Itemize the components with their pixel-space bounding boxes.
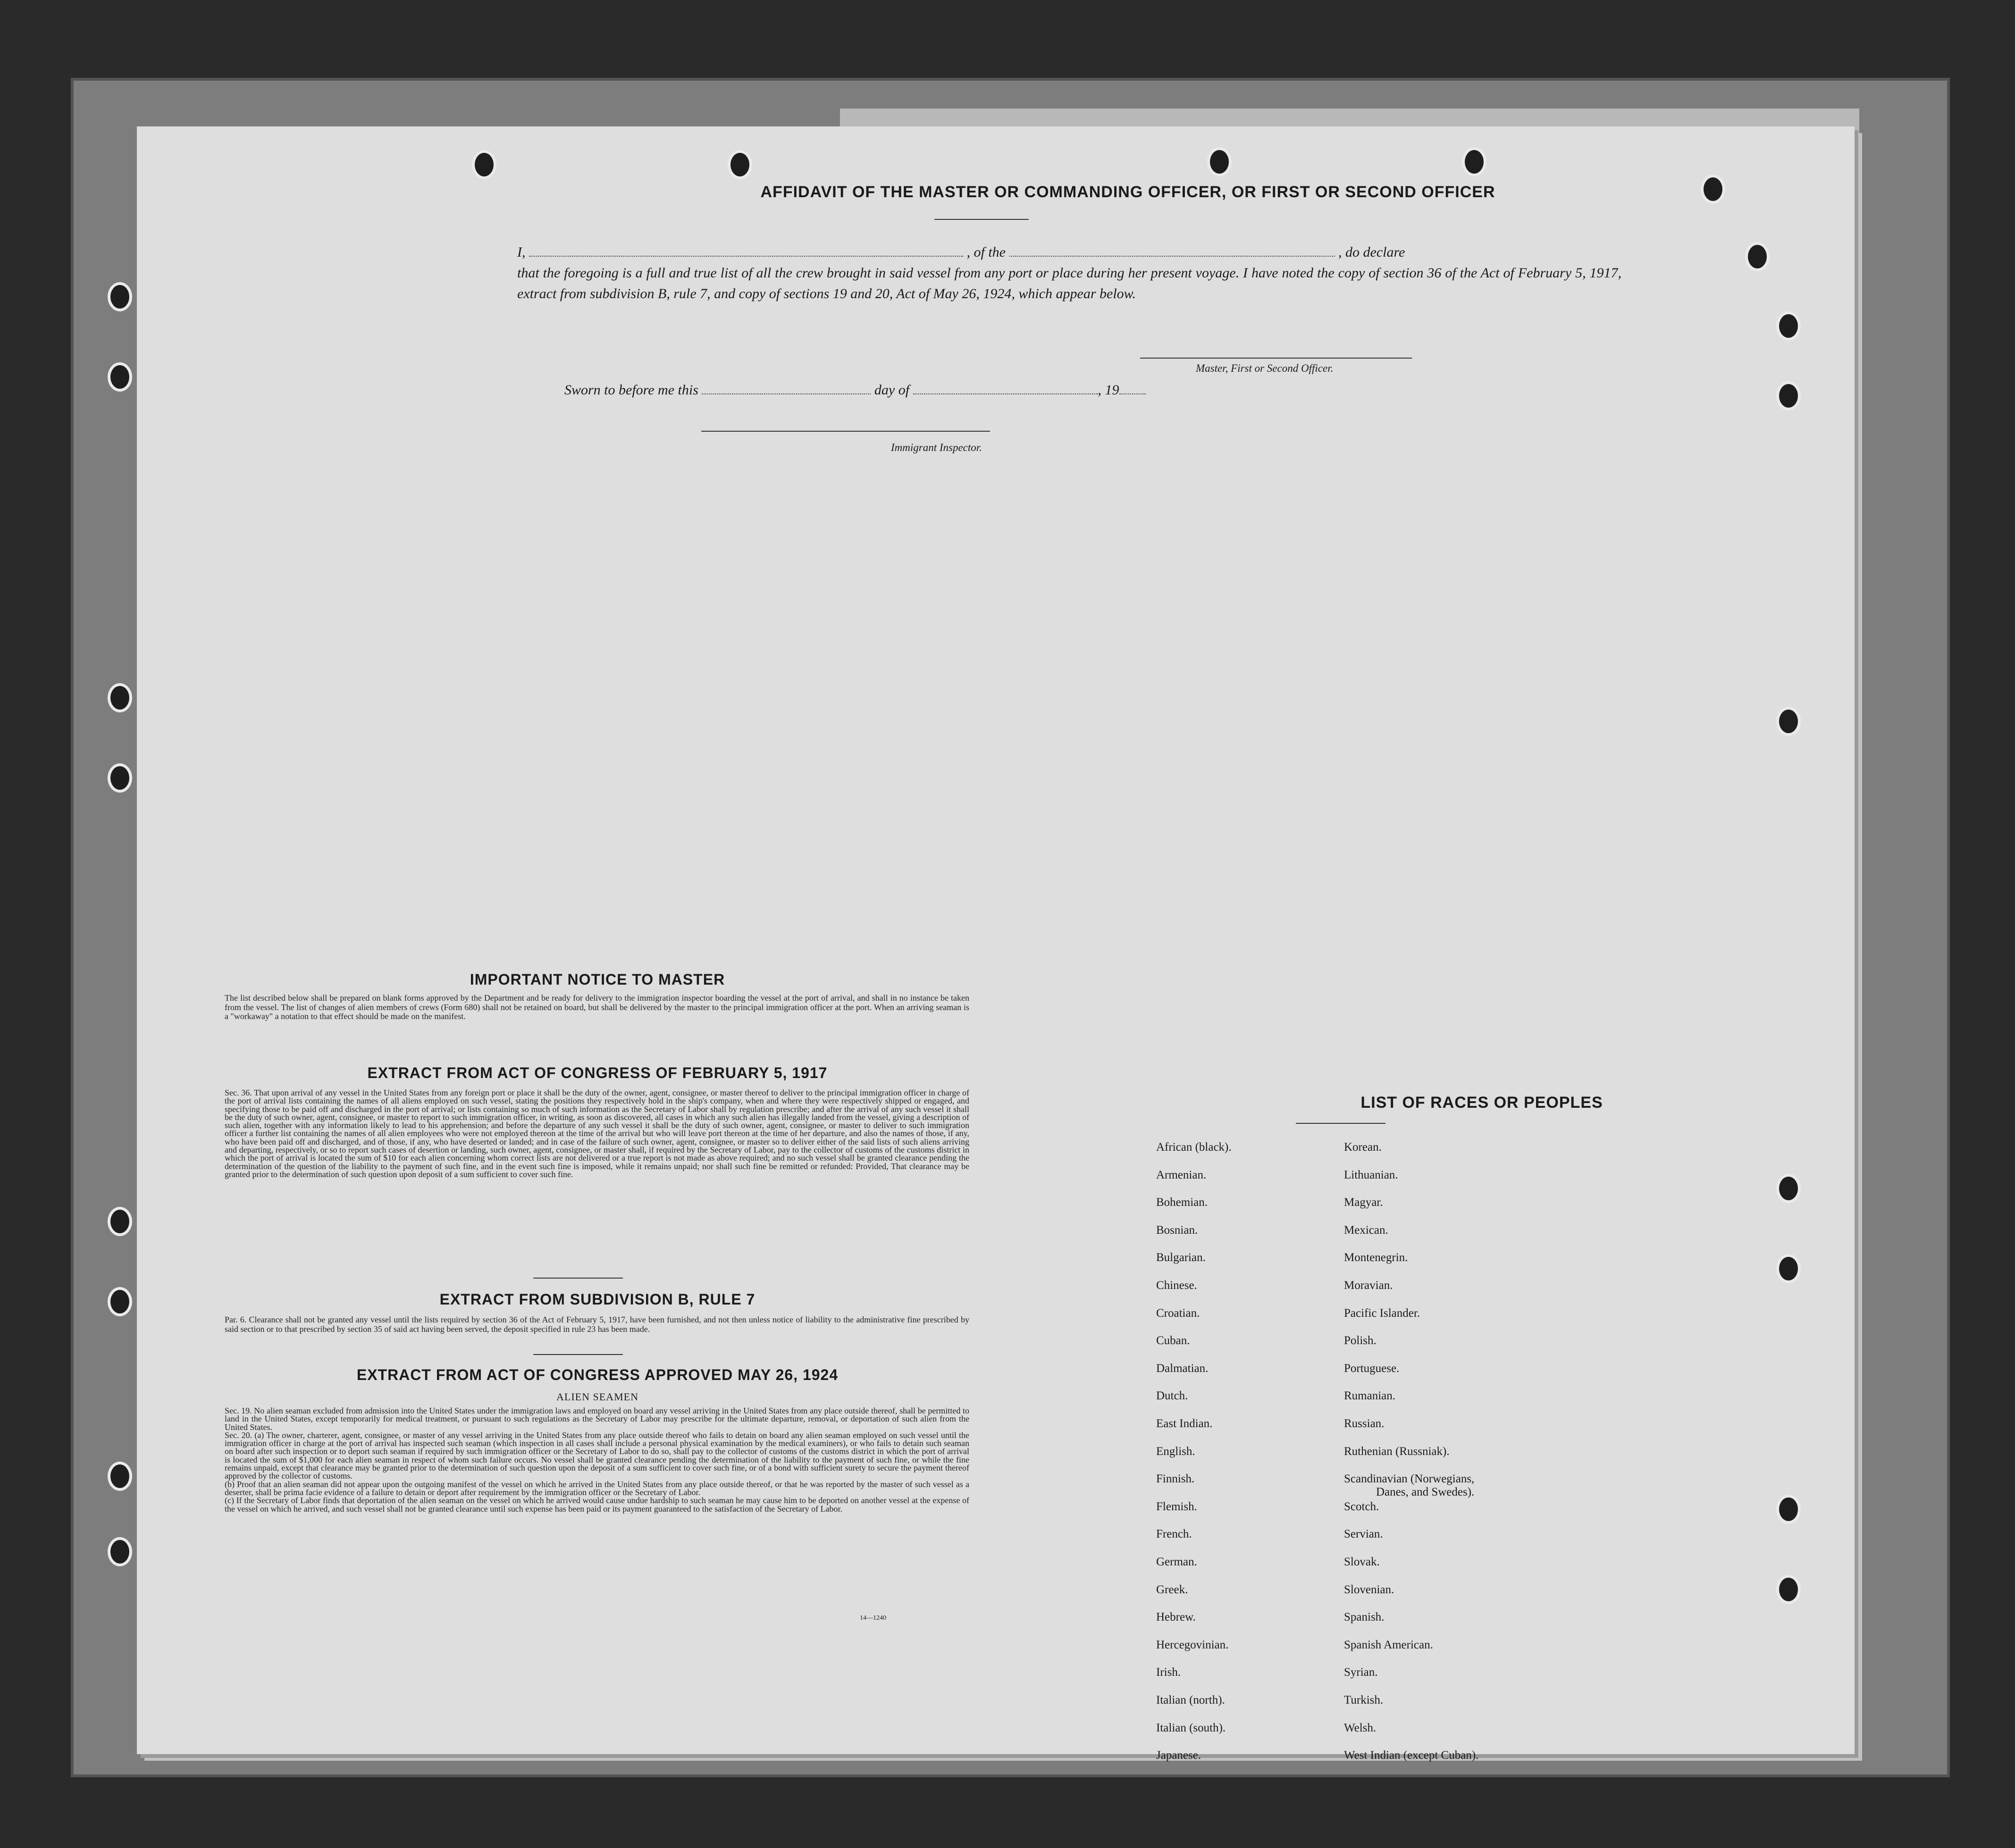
manifest-back-page [137, 126, 1855, 1762]
race-item: Scotch. [1344, 1500, 1379, 1513]
section-divider [533, 1278, 623, 1279]
notice-title: IMPORTANT NOTICE TO MASTER [470, 971, 725, 988]
race-item: Dalmatian. [1156, 1362, 1209, 1375]
affidavit-title: AFFIDAVIT OF THE MASTER OR COMMANDING OFFICER, OR FIRST OR SECOND OFFICER [760, 183, 1495, 201]
punch-hole [1701, 175, 1725, 204]
sec-20c-text: (c) If the Secretary of Labor finds that deportation of the alien seaman on the vessel on which he arrived would cause undue hardship to such seaman he may cause him to be deported on another vessel at the expense of the vessel on which he arrived, and such vessel shall not be granted clearance until such expense has been paid or its payment guaranteed to the satisfaction of the Secretary of Labor. [225, 1496, 969, 1514]
punch-hole [108, 1287, 132, 1316]
race-item: Slovak. [1344, 1555, 1380, 1568]
declaration-first-line [517, 242, 1621, 263]
form-number: 14—1240 [860, 1614, 886, 1622]
do-declare-label: , do declare [1338, 244, 1405, 260]
punch-hole [1745, 242, 1770, 271]
race-item: Korean. [1344, 1141, 1382, 1154]
declaration-text: that the foregoing is a full and true list of all the crew brought in said vessel from any port or place during her present voyage. I have noted the copy of section 36 of the Act of February 5, 1917, extract from subdivision B, rule 7, and copy of sections 19 and 20, Act of May 26, 1924, which appear below. [517, 265, 1621, 301]
sworn-prefix: Sworn to before me this [564, 382, 698, 398]
race-item: Bulgarian. [1156, 1251, 1206, 1264]
race-item: Hercegovinian. [1156, 1638, 1229, 1651]
race-item: African (black). [1156, 1141, 1232, 1154]
sec-20b-text: (b) Proof that an alien seaman did not appear upon the outgoing manifest of the vessel on which he arrived in the United States from any place outside thereof, or that he was reported by the master of such vessel as a deserter, shall be prima facie evidence of a failure to detain or deport after requirement by the immigration officer or the Secretary of Labor. [225, 1479, 969, 1497]
race-item: Magyar. [1344, 1196, 1383, 1209]
race-item: Finnish. [1156, 1472, 1195, 1486]
sec-19-text: Sec. 19. No alien seaman excluded from admission into the United States under the immigration laws and employed on board any vessel arriving in the United States from any place outside thereof, shall be permitted to land in the United States, except temporarily for medical treatment, or pursuant to such regulations as the Secretary of Labor may prescribe for the ultimate departure, removal, or deportation of such alien from the United States. [225, 1406, 969, 1432]
race-item: Danes, and Swedes). [1376, 1486, 1475, 1499]
race-item: Portuguese. [1344, 1362, 1400, 1375]
punch-hole [108, 282, 132, 311]
races-divider [1296, 1123, 1385, 1124]
extract-rule7-title: EXTRACT FROM SUBDIVISION B, RULE 7 [439, 1291, 756, 1308]
race-item: Spanish American. [1344, 1638, 1433, 1651]
extract-1924-body [225, 1407, 969, 1513]
race-item: Greek. [1156, 1583, 1188, 1596]
sworn-month-blank [913, 381, 1098, 394]
race-item: Lithuanian. [1344, 1168, 1398, 1181]
race-item: Turkish. [1344, 1694, 1384, 1706]
punch-hole [108, 1207, 132, 1236]
sworn-line [564, 381, 1146, 398]
punch-hole [728, 150, 752, 179]
sworn-day-blank [702, 381, 871, 394]
race-item: Flemish. [1156, 1500, 1197, 1513]
race-item: Polish. [1344, 1334, 1377, 1347]
race-item: Armenian. [1156, 1168, 1207, 1181]
race-item: Dutch. [1156, 1389, 1188, 1403]
race-item: French. [1156, 1528, 1192, 1541]
punch-hole [108, 362, 132, 392]
race-item: Moravian. [1344, 1279, 1393, 1292]
race-item: Bohemian. [1156, 1196, 1208, 1209]
sworn-year-blank [1119, 381, 1146, 394]
race-item: Italian (north). [1156, 1694, 1225, 1706]
extract-1917-title: EXTRACT FROM ACT OF CONGRESS OF FEBRUARY 5, 1917 [367, 1064, 828, 1081]
name-blank [529, 243, 963, 257]
punch-hole [1776, 1174, 1801, 1203]
race-item: Rumanian. [1344, 1389, 1396, 1403]
race-item: Irish. [1156, 1666, 1181, 1679]
extract-1917-body: Sec. 36. That upon arrival of any vessel in the United States from any foreign port or place it shall be the duty of the owner, agent, consignee, or master thereof to deliver to the principal immigration officer in charge of the port of arrival lists containing the names of all aliens employed on such vessel, stating the positions they respectively hold in the ship's company, when and where they were respectively shipped or engaged, and specifying those to be paid off and discharged in the port of arrival; or lists containing so much of such information as the Secretary of Labor shall by regulation prescribe; and after the arrival of any such vessel it shall be the duty of such owner, agent, consignee, or master to report to such immigration officer, in writing, as soon as discovered, all cases in which any such alien has illegally landed from the vessel, giving a description of such alien, together with any information likely to lead to his apprehension; and before the departure of any such vessel it shall be the duty of such owner, agent, consignee, or master to deliver to such immigration officer a further list containing the names of all alien employees who were not employed thereon at the time of the arrival but who will leave port thereon at the time of her departure, and also the names of those, if any, who have been paid off and discharged, and of those, if any, who have deserted or landed; and in case of the failure of such owner, agent, consignee, or master so to deliver either of the said lists of such aliens arriving and departing, respectively, or so to report such cases of desertion or landing, such owner, agent, consignee, or master shall, if required by the Secretary of Labor, pay to the collector of customs of the customs district in which the port of arrival is located the sum of $10 for each alien concerning whom correct lists are not delivered or a true report is not made as above required; and no such vessel shall be granted clearance pending the determination of the question of the liability to the payment of such fine, and in the event such fine is imposed, while it remains unpaid; nor shall such fine be remitted or refunded: Provided, That clearance may be granted prior to the determination of such question upon deposit of a sum sufficient to cover such fine. [225, 1088, 969, 1179]
sworn-day-of: day of [874, 382, 910, 398]
race-item: Syrian. [1344, 1666, 1378, 1679]
punch-hole [1776, 707, 1801, 736]
extract-rule7-body: Par. 6. Clearance shall not be granted any vessel until the lists required by section 36 of the Act of February 5, 1917, have been furnished, and not then unless notice of liability to the administrative fine prescribed by said section or to that prescribed by section 35 of said act having been served, the deposit specified in rule 23 has been made. [225, 1315, 969, 1334]
notice-body: The list described below shall be prepared on blank forms approved by the Department and be ready for delivery to the immigration inspector boarding the vessel at the port of arrival, and shall in no instance be taken from the vessel. The list of changes of alien members of crews (Form 680) shall not be retained on board, but shall be delivered by the master to the principal immigration officer at the port. When an arriving seaman is a "workaway" a notation to that effect should be made on the manifest. [225, 993, 969, 1021]
punch-hole [1776, 1495, 1801, 1524]
punch-hole [1776, 311, 1801, 341]
race-item: Spanish. [1344, 1611, 1385, 1624]
race-item: Scandinavian (Norwegians, [1344, 1472, 1475, 1486]
sec-20a-text: Sec. 20. (a) The owner, charterer, agent, consignee, or master of any vessel arriving in the United States from any place outside thereof who fails to detain on board any alien seaman employed on such vessel until the immigration officer in charge at the port of arrival has inspected such seaman (which inspection in all cases shall include a personal physical examination by the medical examiners), or who fails to detain such seaman on board after such inspection or to deport such seaman if required by such immigration officer or the Secretary of Labor to do so, shall pay to the collector of customs of the customs district in which the port of arrival is located the sum of $1,000 for each alien seaman in respect of whom such failure occurs. No vessel shall be granted clearance pending the determination of the liability to the payment of such fine, or while the fine remains unpaid, except that clearance may be granted prior to the determination of such question upon the deposit of a sum sufficient to cover such fine, or of a bond with sufficient surety to secure the payment thereof approved by the collector of customs. [225, 1430, 969, 1481]
declaration-i-label: I, [517, 244, 526, 260]
race-item: Ruthenian (Russniak). [1344, 1445, 1450, 1458]
race-item: Japanese. [1156, 1749, 1201, 1762]
extract-1924-title: EXTRACT FROM ACT OF CONGRESS APPROVED MAY 26, 1924 [356, 1366, 839, 1383]
punch-hole [1776, 1575, 1801, 1604]
race-item: Hebrew. [1156, 1611, 1196, 1624]
of-the-label: , of the [966, 244, 1006, 260]
race-item: Montenegrin. [1344, 1251, 1408, 1264]
affidavit-declaration [517, 242, 1621, 304]
race-item: Servian. [1344, 1528, 1383, 1541]
race-item: Bosnian. [1156, 1223, 1198, 1237]
punch-hole [1776, 1254, 1801, 1283]
race-item: Cuban. [1156, 1334, 1190, 1347]
section-divider [533, 1354, 623, 1355]
punch-hole [1207, 147, 1232, 176]
race-item: Mexican. [1344, 1223, 1388, 1237]
race-item: German. [1156, 1555, 1197, 1568]
alien-seamen-subtitle: ALIEN SEAMEN [556, 1391, 638, 1403]
race-item: Chinese. [1156, 1279, 1197, 1292]
race-item: Croatian. [1156, 1306, 1200, 1320]
punch-hole [108, 683, 132, 712]
inspector-caption: Immigrant Inspector. [891, 442, 982, 453]
punch-hole [1462, 147, 1486, 176]
race-item: English. [1156, 1445, 1195, 1458]
race-item: East Indian. [1156, 1417, 1213, 1430]
punch-hole [108, 763, 132, 793]
punch-hole [1776, 381, 1801, 410]
race-item: Slovenian. [1344, 1583, 1394, 1596]
punch-hole [472, 150, 496, 179]
race-item: West Indian (except Cuban). [1344, 1749, 1479, 1762]
title-divider [934, 219, 1029, 220]
inspector-signature-line [701, 431, 990, 432]
punch-hole [108, 1537, 132, 1566]
races-title: LIST OF RACES OR PEOPLES [1360, 1094, 1603, 1112]
sworn-year: , 19 [1098, 382, 1119, 398]
race-item: Russian. [1344, 1417, 1385, 1430]
master-caption: Master, First or Second Officer. [1196, 362, 1334, 374]
race-item: Pacific Islander. [1344, 1306, 1420, 1320]
punch-hole [108, 1462, 132, 1491]
vessel-blank [1009, 243, 1335, 257]
master-signature-line [1140, 358, 1412, 359]
race-item: Welsh. [1344, 1721, 1377, 1734]
race-item: Italian (south). [1156, 1721, 1226, 1734]
